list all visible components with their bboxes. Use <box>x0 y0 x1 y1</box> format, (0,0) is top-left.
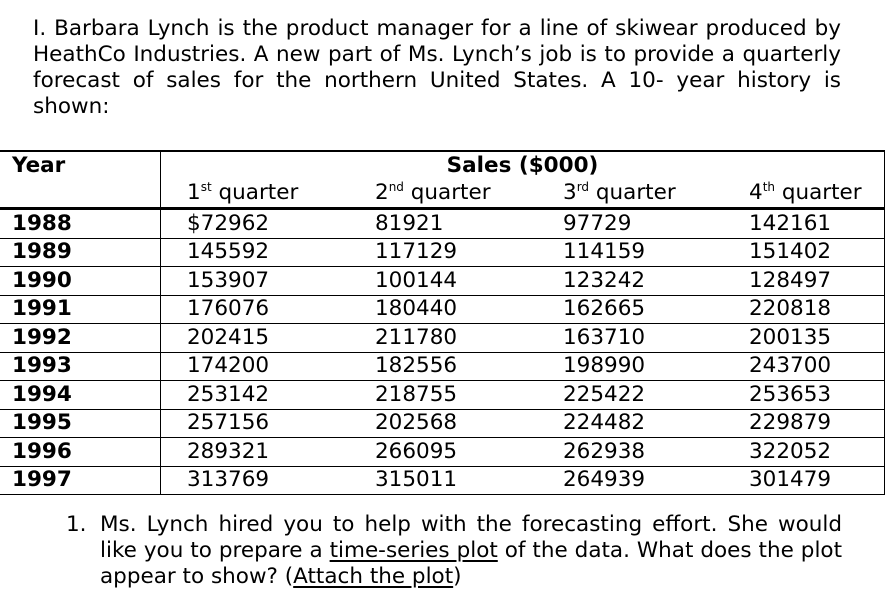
year-cell: 1990 <box>0 267 161 296</box>
sales-cell-q3: 224482 <box>538 409 724 438</box>
sales-cell-q3: 114159 <box>538 238 724 267</box>
sales-cell-q4: 322052 <box>724 438 885 467</box>
sales-cell-q1: 174200 <box>161 352 350 381</box>
sales-cell-q2: 202568 <box>349 409 538 438</box>
sales-cell-q2: 266095 <box>349 438 538 467</box>
year-cell: 1988 <box>0 209 161 239</box>
sales-cell-q4: 253653 <box>724 381 885 410</box>
quarter-header: 2nd quarter <box>349 180 538 209</box>
sales-table <box>0 150 885 495</box>
question-text: Ms. Lynch hired you to help with the forecasting effort. She would like you to prepare a time-series plot of the data. What does the plot appear to show? (Attach the plot) <box>100 512 842 589</box>
year-cell: 1989 <box>0 238 161 267</box>
table-header-row <box>0 151 885 180</box>
sales-cell-q3: 225422 <box>538 381 724 410</box>
table-row <box>0 267 885 296</box>
year-header: Year <box>0 151 161 180</box>
sales-cell-q3: 262938 <box>538 438 724 467</box>
sales-cell-q2: 218755 <box>349 381 538 410</box>
year-cell: 1993 <box>0 352 161 381</box>
attach-plot-term: Attach the plot <box>293 564 454 589</box>
sales-cell-q4: 301479 <box>724 466 885 495</box>
sales-cell-q2: 81921 <box>349 209 538 239</box>
year-cell: 1992 <box>0 324 161 353</box>
quarter-header: 4th quarter <box>724 180 885 209</box>
time-series-plot-term: time-series plot <box>329 538 498 563</box>
sales-cell-q3: 163710 <box>538 324 724 353</box>
sales-cell-q1: 202415 <box>161 324 350 353</box>
year-cell: 1994 <box>0 381 161 410</box>
sales-cell-q4: 200135 <box>724 324 885 353</box>
sales-cell-q4: 142161 <box>724 209 885 239</box>
sales-cell-q2: 211780 <box>349 324 538 353</box>
table-row <box>0 324 885 353</box>
sales-cell-q3: 264939 <box>538 466 724 495</box>
table-row <box>0 381 885 410</box>
year-cell: 1996 <box>0 438 161 467</box>
sales-cell-q4: 220818 <box>724 295 885 324</box>
table-row <box>0 238 885 267</box>
sales-cell-q3: 162665 <box>538 295 724 324</box>
question-number: 1. <box>66 512 87 537</box>
sales-cell-q1: 153907 <box>161 267 350 296</box>
sales-cell-q4: 243700 <box>724 352 885 381</box>
sales-cell-q4: 229879 <box>724 409 885 438</box>
sales-cell-q2: 180440 <box>349 295 538 324</box>
sales-cell-q1: 313769 <box>161 466 350 495</box>
quarter-header-row <box>0 180 885 209</box>
sales-cell-q4: 151402 <box>724 238 885 267</box>
sales-cell-q2: 315011 <box>349 466 538 495</box>
table-row <box>0 209 885 239</box>
intro-paragraph: I. Barbara Lynch is the product manager for a line of skiwear produced by HeathCo Industries. A new part of Ms. Lynch’s job is to provide a quarterly forecast of sales for the northern United States. A 10- year history is shown: <box>33 16 841 119</box>
sales-cell-q1: 253142 <box>161 381 350 410</box>
sales-cell-q1: 289321 <box>161 438 350 467</box>
sales-cell-q1: 257156 <box>161 409 350 438</box>
sales-cell-q1: 145592 <box>161 238 350 267</box>
sales-cell-q4: 128497 <box>724 267 885 296</box>
sales-cell-q2: 182556 <box>349 352 538 381</box>
table-row <box>0 466 885 495</box>
table-row <box>0 438 885 467</box>
sales-cell-q3: 198990 <box>538 352 724 381</box>
sales-cell-q3: 123242 <box>538 267 724 296</box>
table-row <box>0 409 885 438</box>
table-row <box>0 295 885 324</box>
table-row <box>0 352 885 381</box>
sales-cell-q2: 100144 <box>349 267 538 296</box>
quarter-header: 1st quarter <box>161 180 350 209</box>
sales-header: Sales ($000) <box>161 151 885 180</box>
year-cell: 1995 <box>0 409 161 438</box>
year-cell: 1991 <box>0 295 161 324</box>
sales-cell-q2: 117129 <box>349 238 538 267</box>
sales-cell-q3: 97729 <box>538 209 724 239</box>
question-1 <box>66 512 842 590</box>
year-cell: 1997 <box>0 466 161 495</box>
sales-cell-q1: 176076 <box>161 295 350 324</box>
sales-cell-q1: $72962 <box>161 209 350 239</box>
quarter-header: 3rd quarter <box>538 180 724 209</box>
